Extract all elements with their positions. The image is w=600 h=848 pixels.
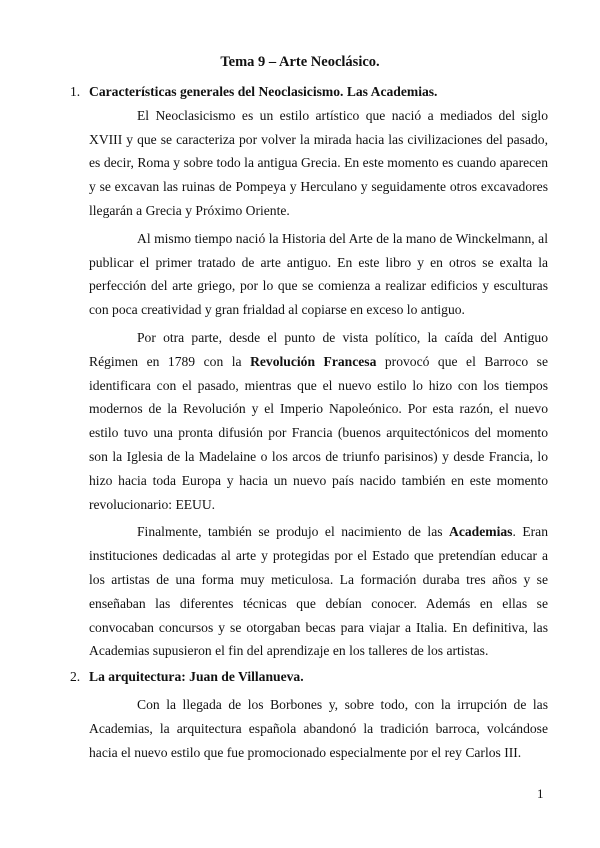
paragraph	[70, 520, 548, 663]
paragraph: El Neoclasicismo es un estilo artístico que nació a mediados del siglo XVIII y que se caracteriza por volver la mirada hacia las civilizaciones del pasado, es decir, Roma y sobre todo la antigua Grecia. En este momento es cuando aparecen y se excavan las ruinas de Pompeya y Herculano y seguidamente otros excavadores llegarán a Grecia y Próximo Oriente.	[89, 107, 548, 218]
document-title: Tema 9 – Arte Neoclásico.	[220, 54, 380, 70]
section-heading-1	[70, 80, 548, 104]
paragraph: Al mismo tiempo nació la Historia del Arte de la mano de Winckelmann, al publicar el primer tratado de arte antiguo. En este libro y en otros se exalta la perfección del arte griego, por lo que se comienza a realizar edificios y esculturas con poca creatividad y gran frialdad al copiarse en exceso lo antiguo.	[89, 230, 548, 318]
paragraph-text: provocó que el Barroco se identificara con el pasado, mientras que el nuevo estilo lo hizo con los tiempos modernos de la Revolución y el Imperio Napoleónico. Por esta razón, el nuevo estilo tuvo una pronta difusión por Francia (buenos arquitectónicos del momento son la Iglesia de la Madelaine o los arcos de triunfo parisinos) y desde Francia, lo hizo hacia toda Europa y hacia un nuevo país nacido también en este momento revolucionario: EEUU.	[89, 353, 548, 512]
page-number: 1	[537, 786, 544, 801]
paragraph-text: Finalmente, también se produjo el nacimiento de las	[137, 524, 450, 540]
section-heading-2	[70, 665, 548, 689]
section-number: 1.	[70, 84, 81, 99]
paragraph-text: . Eran instituciones dedicadas al arte y protegidas por el Estado que pretendían educar a los artistas de una forma muy meticulosa. La formación duraba tres años y se enseñaban las diferentes técnicas que debían conocer. Además en ellas se convocaban concursos y se otorgaban becas para viajar a Italia. En definitiva, las Academias supusieron el fin del aprendizaje en los talleres de los artistas.	[89, 524, 549, 659]
section-title: Características generales del Neoclasicismo. Las Academias.	[89, 84, 438, 99]
paragraph: Con la llegada de los Borbones y, sobre todo, con la irrupción de las Academias, la arquitectura española abandonó la tradición barroca, volcándose hacia el nuevo estilo que fue promocionado especialmente por el rey Carlos III.	[89, 696, 548, 760]
section-number: 2.	[70, 669, 81, 685]
bold-term: Academias	[449, 524, 513, 540]
paragraph	[70, 326, 548, 516]
bold-term: Revolución Francesa	[250, 353, 377, 369]
document-body	[70, 80, 548, 764]
section-title: La arquitectura: Juan de Villanueva.	[89, 669, 304, 685]
paragraph-text: Por otra parte, desde el punto de vista político, la caída del Antiguo Régimen en 1789 con la	[89, 329, 548, 369]
